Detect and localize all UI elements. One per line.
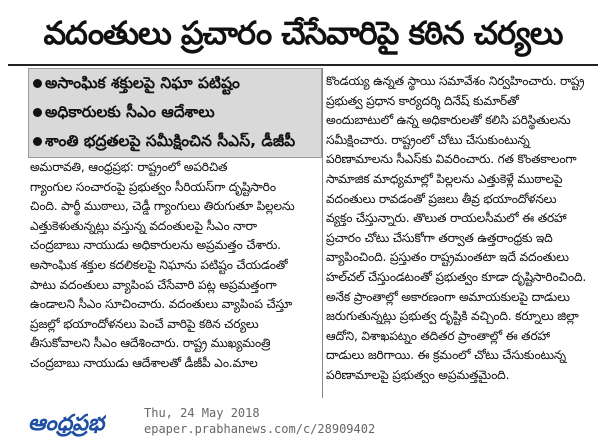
right-column-line: సమీక్షించారు. రాష్ట్రంలో చోటు చేసుకుంటున్న xyxy=(326,132,530,147)
left-column-line: తీసుకోవాలని సీఎం ఆదేశించారు. రాష్ట్ర ముఖ్యమంత్రి xyxy=(30,336,271,351)
footer-url[interactable]: epaper.prabhanews.com/c/28909402 xyxy=(144,422,376,436)
right-column-line: పరిణామాలపై ప్రభుత్వం అప్రమత్తమైంది. xyxy=(326,367,510,382)
left-column-line: చంద్రబాబు నాయుడు అధికారులను అప్రమత్తం చేశారు. xyxy=(30,238,281,253)
right-column-line: వ్యక్తం చేస్తున్నారు. తొలుత రాయలసీమలో ఈ తరహా xyxy=(326,211,567,226)
subhead-3-text: శాంతి భద్రతలపై సమీక్షించిన సీఎస్‌, డీజీపీ xyxy=(45,132,296,150)
epaper-footer xyxy=(8,402,600,440)
right-column-line: ప్రచారం చోటు చేసుకోగా తర్వాత ఉత్తరాంధ్రకు ఇది xyxy=(326,230,553,245)
footer-date: Thu, 24 May 2018 xyxy=(144,406,260,420)
news-clipping xyxy=(8,6,600,401)
right-column-line: అనేక ప్రాంతాల్లో అకారణంగా అమాయకులపై దాడులు xyxy=(326,289,570,304)
left-column-line: పాటు వదంతులు వ్యాపింప చేసేవారి పట్ల అప్రమత్తంగా xyxy=(30,277,277,292)
footer-text xyxy=(144,405,375,437)
bullet-dot-icon xyxy=(33,79,42,88)
subhead-2 xyxy=(29,98,321,127)
right-column-line: హల్‌చల్‌ చేస్తుండటంతో ప్రభుత్వం కూడా దృష్టిసారించింది. xyxy=(326,269,587,284)
right-column-line: సామాజిక మాధ్యమాల్లో పిల్లలను ఎత్తుకెళ్లే ముఠాలపై xyxy=(326,171,563,186)
right-column-line: వదంతులు రావడంతో ప్రజలు తీవ్ర భయాందోళనలు xyxy=(326,191,557,206)
right-column-line: పరిణామాలను సీఎస్‌కు వివరించారు. గత కొంతకాలంగా xyxy=(326,152,577,167)
subhead-3 xyxy=(29,127,321,156)
right-column-line: ప్రభుత్వ ప్రధాన కార్యదర్శి దినేష్‌ కుమార్‌తో xyxy=(326,93,519,108)
left-column-line: గ్యాంగుల సంచారంపై ప్రభుత్వం సీరియస్‌గా దృష్టిసారిం xyxy=(30,179,276,194)
column-divider xyxy=(322,68,323,398)
left-column-line: ఎత్తుకెళుతున్నట్లు వస్తున్న వదంతులపై సీఎం నారా xyxy=(30,218,257,233)
right-column-line: ఆదోని, విశాఖపట్నం తదితర ప్రాంతాల్లో ఈ తరహా xyxy=(326,328,550,343)
left-column-line: ఉండాలని సీఎం సూచించారు. వదంతులు వ్యాపింప చేస్తూ xyxy=(30,297,293,312)
subhead-1 xyxy=(29,69,321,98)
subhead-1-text: అసాంఘిక శక్తులపై నిఘా పటిష్టం xyxy=(45,74,240,92)
left-column-line: చంద్రబాబు నాయుడు ఆదేశాలతో డీజీపీ ఎం.మాల xyxy=(30,355,258,370)
article-right-column xyxy=(326,72,598,386)
left-column-line: చింది. పార్థీ ముఠాలు, చెడ్డీ గ్యాంగులు తిరుగుతూ పిల్లలను xyxy=(30,199,295,214)
article-left-column xyxy=(30,158,320,374)
subhead-2-text: అధికారులకు సీఎం ఆదేశాలు xyxy=(45,103,215,121)
right-column-line: వ్యాపించింది. ప్రస్తుతం రాష్ట్రమంతటా ఇదే వదంతులు xyxy=(326,250,569,265)
headline-rule xyxy=(8,64,598,66)
right-column-line: దాడులు జరిగాయి. ఈ క్రమంలో చోటు చేసుకుంటున్న xyxy=(326,348,566,363)
bullet-dot-icon xyxy=(33,108,42,117)
right-column-line: జరుగుతున్నట్లు ప్రభుత్వ దృష్టికి వచ్చింది. కర్నూలు జిల్లా xyxy=(326,309,579,324)
andhraprabha-logo xyxy=(26,404,106,438)
headline: వదంతులు ప్రచారం చేసేవారిపై కఠిన చర్యలు xyxy=(43,14,563,52)
left-column-line: అసాంఘిక శక్తుల కదలికలపై నిఘాను పటిష్టం చేయడంతో xyxy=(30,257,288,272)
bullet-dot-icon xyxy=(33,137,42,146)
subheads-box xyxy=(28,68,322,158)
svg-text:ఆంధ్రప్రభ: ఆంధ్రప్రభ xyxy=(28,411,105,436)
left-column-line: అమరావతి, ఆంధ్రప్రభ: రాష్ట్రంలో అపరిచిత xyxy=(30,160,228,174)
right-column-line: అందుబాటులో ఉన్న అధికారులతో కలిసి పరిస్థితులను xyxy=(326,113,571,128)
right-column-line: కొండయ్య ఉన్నత స్థాయి సమావేశం నిర్వహించారు. రాష్ట్ర xyxy=(326,74,585,88)
left-column-line: ప్రజల్లో భయాందోళనలు పెంచే వారిపై కఠిన చర్యలు xyxy=(30,316,259,331)
